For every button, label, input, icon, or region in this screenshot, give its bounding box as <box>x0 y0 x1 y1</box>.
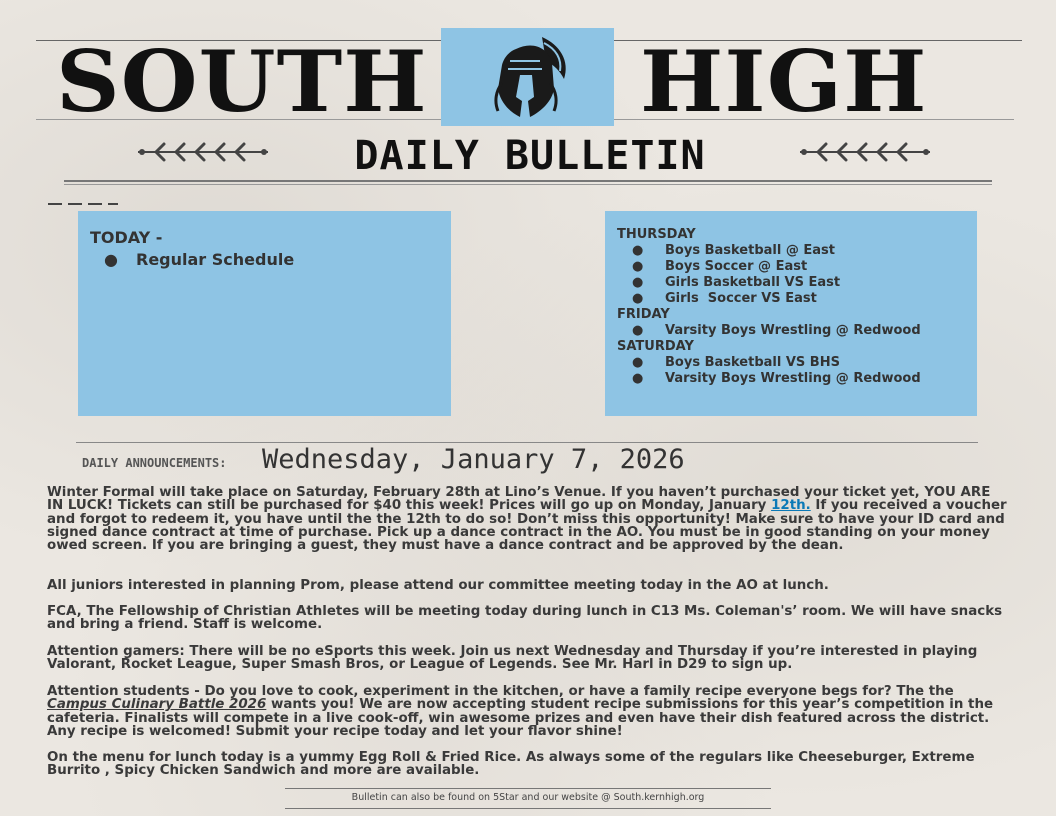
announcement-culinary: Attention students - Do you love to cook, experiment in the kitchen, or have a family recipe everyone begs for? The the Campus Culinary Battle 2026 wants you! We are now accepting student recipe submissions for this year’s competition in the cafeteria. Finalists will compete in a live cook-off, win awesome prizes and even have their dish featured across the district. Any recipe is welcomed! Submit your recipe today and let your flavor shine! <box>47 684 994 739</box>
today-heading: TODAY - <box>90 228 163 247</box>
announcements-rule <box>76 442 978 443</box>
schedule-event: ● Varsity Boys Wrestling @ Redwood <box>632 371 921 386</box>
logo-box <box>441 28 614 126</box>
spartan-helmet-icon <box>480 31 576 123</box>
masthead-title-left: SOUTH <box>56 32 428 131</box>
announcement-lunch-menu: On the menu for lunch today is a yummy Egg Roll & Fried Rice. As always some of the regulars like Cheeseburger, Extreme Burrito , Spicy Chicken Sandwich and more are available. <box>47 750 975 779</box>
culinary-battle-title: Campus Culinary Battle 2026 <box>47 697 267 713</box>
schedule-event: ● Boys Basketball @ East <box>632 243 835 258</box>
announcement-prom: All juniors interested in planning Prom, please attend our committee meeting today in the AO at lunch. <box>47 578 829 593</box>
schedule-event: ● Boys Basketball VS BHS <box>632 355 840 370</box>
announcement-fca: FCA, The Fellowship of Christian Athletes will be meeting today during lunch in C13 Ms. Coleman's’ room. We will have snacks and bring a friend. Staff is welcome. <box>47 604 1003 633</box>
masthead-title-right: HIGH <box>640 32 928 131</box>
announcement-esports: Attention gamers: There will be no eSports this week. Join us next Wednesday and Thursday if you’re interested in playing Valorant, Rocket League, Super Smash Bros, or League of Legends. See Mr. Harl in D29 to sign up. <box>47 644 978 673</box>
announcement-winter-formal: Winter Formal will take place on Saturday, February 28th at Lino’s Venue. If you haven’t purchased your ticket yet, YOU ARE IN LUCK! Tickets can still be purchased for $40 this week! Prices will go up on Monday, January 12th. If you received a voucher and forgot to redeem it, you have until the the 12th to do so! Don’t miss this opportunity! Make sure to have your ID card and signed dance contract at time of purchase. Pick up a dance contract in the AO. You must be in good standing on your money owed screen. If you are bringing a guest, they must have a dance contract and be approved by the dean. <box>47 485 1007 554</box>
short-dash-rule <box>48 203 118 205</box>
schedule-day: THURSDAY <box>617 227 696 242</box>
announcements-label: DAILY ANNOUNCEMENTS: <box>82 456 227 470</box>
bullet-icon: ● <box>104 250 118 269</box>
date-link[interactable]: 12th. <box>771 498 811 514</box>
right-flourish-icon <box>798 140 932 164</box>
schedule-day: SATURDAY <box>617 339 694 354</box>
masthead-bottom-rule-thin <box>64 184 992 185</box>
footer-bottom-rule <box>285 808 771 809</box>
announcements-date: Wednesday, January 7, 2026 <box>262 444 685 475</box>
today-item-label: Regular Schedule <box>136 250 295 269</box>
footer-top-rule <box>285 788 771 789</box>
schedule-event: ● Girls Basketball VS East <box>632 275 841 290</box>
schedule-event: ● Varsity Boys Wrestling @ Redwood <box>632 323 921 338</box>
bulletin-subtitle: DAILY BULLETIN <box>354 133 706 179</box>
schedule-day: FRIDAY <box>617 307 670 322</box>
schedule-event: ● Girls Soccer VS East <box>632 291 817 306</box>
footer-note: Bulletin can also be found on 5Star and our website @ South.kernhigh.org <box>351 792 705 803</box>
left-flourish-icon <box>136 140 270 164</box>
sports-schedule <box>617 227 921 387</box>
today-item <box>104 250 294 269</box>
masthead-bottom-rule <box>64 180 992 182</box>
schedule-event: ● Boys Soccer @ East <box>632 259 808 274</box>
